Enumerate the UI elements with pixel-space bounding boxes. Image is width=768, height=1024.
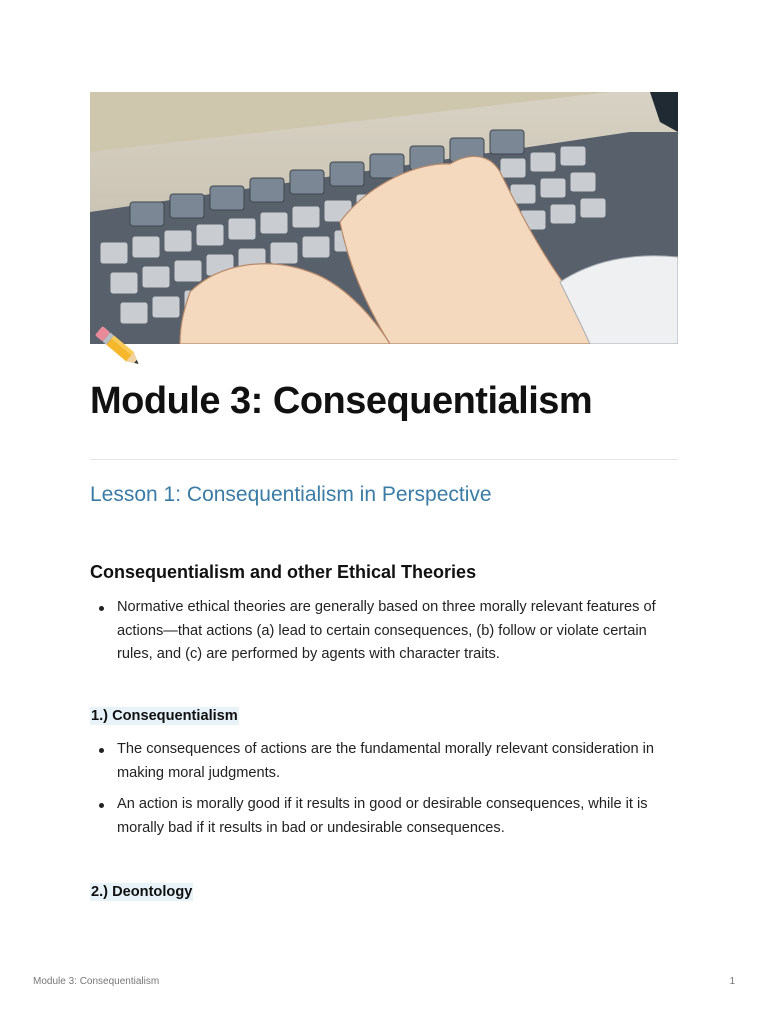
intro-bullet-list [90,596,680,675]
consequentialism-heading: 1.) Consequentialism [91,708,238,724]
page-title: Module 3: Consequentialism [90,380,593,422]
list-item: An action is morally good if it results in good or desirable consequences, while it is morally bad if it results in bad or undesirable consequences. [90,793,680,840]
consequentialism-bullet-list [90,738,680,848]
list-item: The consequences of actions are the fundamental morally relevant consideration in making moral judgments. [90,738,680,785]
page-number: 1 [729,976,735,987]
keyboard-illustration [90,92,678,344]
deontology-heading: 2.) Deontology [91,884,193,900]
footer-title: Module 3: Consequentialism [33,976,160,987]
section-heading: Consequentialism and other Ethical Theories [90,562,477,582]
list-item: Normative ethical theories are generally based on three morally relevant features of actions—that actions (a) lead to certain consequences, (b) follow or violate certain rules, and (c) are performed by agents with character traits. [90,596,680,667]
pencil-icon [88,320,148,376]
lesson-heading: Lesson 1: Consequentialism in Perspective [90,483,492,506]
cover-image [90,92,678,344]
divider [90,459,678,460]
